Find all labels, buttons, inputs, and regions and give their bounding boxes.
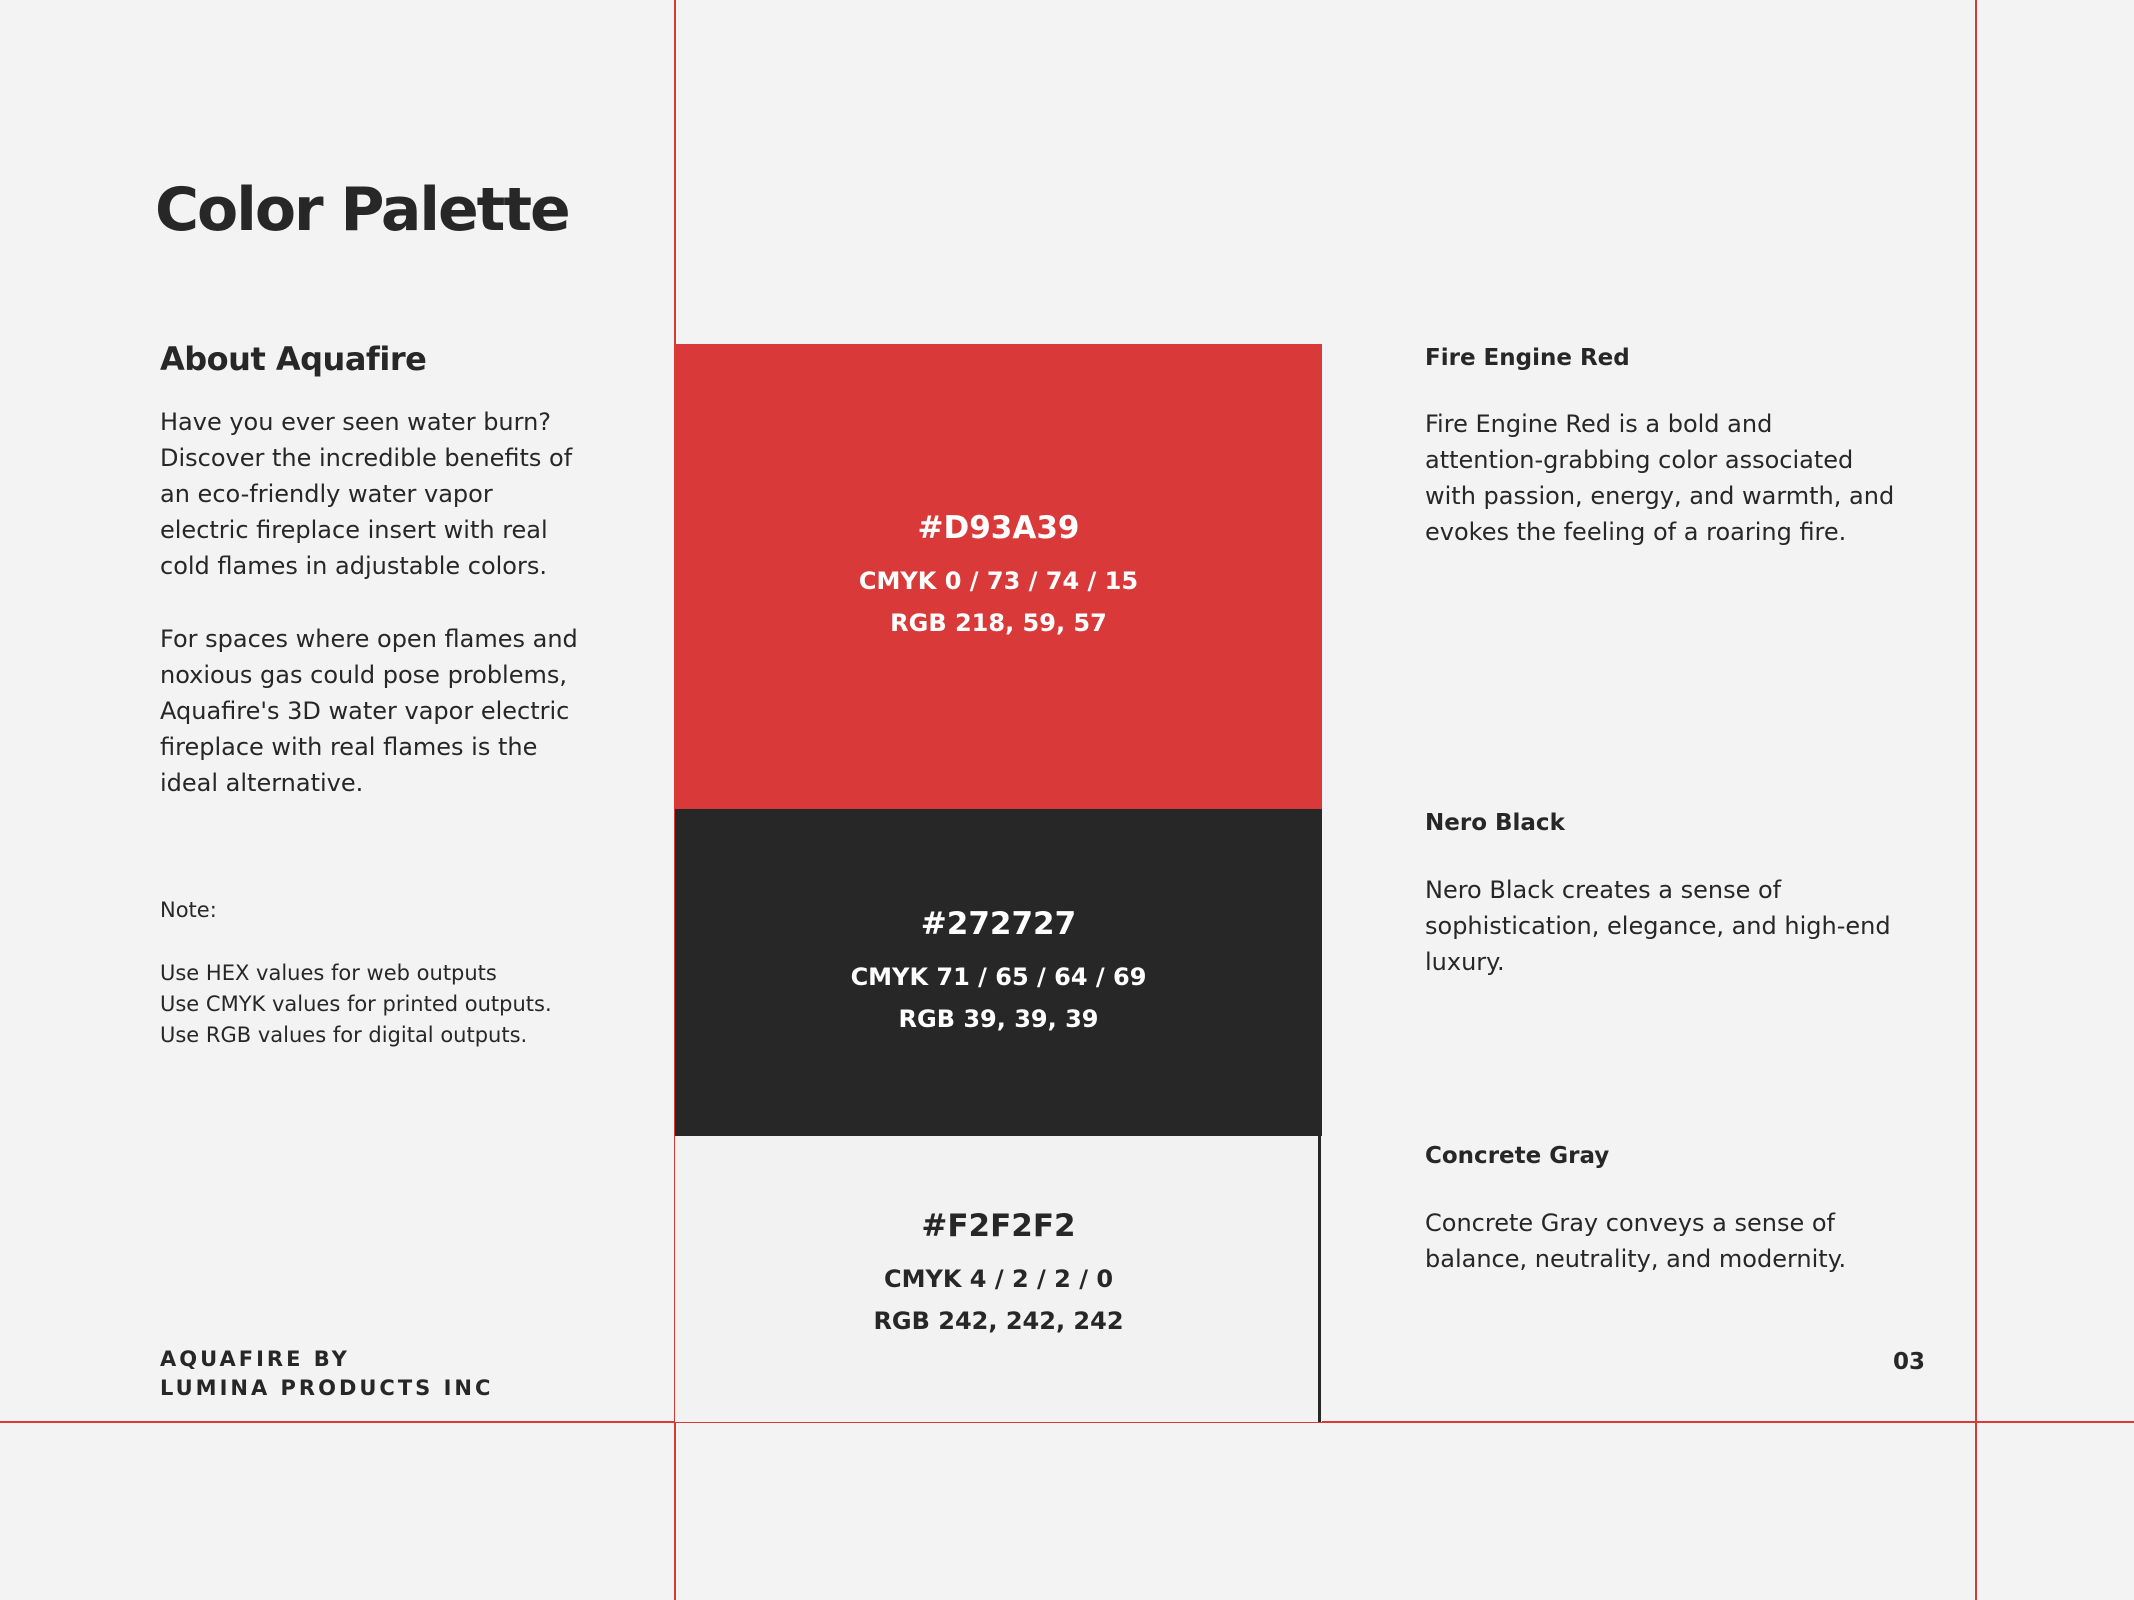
color-name-red: Fire Engine Red (1425, 345, 1630, 371)
note-item: Use CMYK values for printed outputs. (160, 992, 552, 1016)
swatch-hex: #272727 (920, 905, 1077, 942)
swatch-hex: #F2F2F2 (921, 1208, 1076, 1244)
color-desc-black: Nero Black creates a sense of sophistication, elegance, and high-end luxury. (1425, 876, 1891, 976)
about-paragraph-1: Have you ever seen water burn? Discover the incredible benefits of an eco-friendly water vapor electric fireplace insert with real cold flames in adjustable colors. (160, 408, 573, 580)
swatch-hex: #D93A39 (917, 509, 1080, 546)
note-item: Use RGB values for digital outputs. (160, 1023, 528, 1047)
swatch-gray (675, 1136, 1322, 1422)
color-desc-gray: Concrete Gray conveys a sense of balance, neutrality, and modernity. (1425, 1209, 1847, 1273)
page-title: Color Palette (155, 175, 569, 245)
color-name-black: Nero Black (1425, 810, 1565, 836)
brand-line-1: AQUAFIRE BY (160, 1347, 350, 1371)
swatch-cmyk: CMYK 71 / 65 / 64 / 69 (850, 962, 1147, 991)
about-paragraph-2: For spaces where open flames and noxious gas could pose problems, Aquafire's 3D water vapor electric fireplace with real flames is the ideal alternative. (160, 625, 578, 797)
swatch-rgb: RGB 39, 39, 39 (898, 1004, 1099, 1033)
note-item: Use HEX values for web outputs (160, 961, 497, 985)
brand-footer (160, 1345, 493, 1403)
swatch-red (675, 344, 1322, 809)
swatch-black (675, 809, 1322, 1136)
note-list (160, 958, 552, 1051)
color-desc-red: Fire Engine Red is a bold and attention-grabbing color associated with passion, energy, and warmth, and evokes the feeling of a roaring fire. (1425, 410, 1895, 546)
brand-line-2: LUMINA PRODUCTS INC (160, 1376, 494, 1400)
page-number: 03 (1893, 1349, 1926, 1375)
color-name-gray: Concrete Gray (1425, 1143, 1610, 1169)
swatch-cmyk: CMYK 4 / 2 / 2 / 0 (883, 1265, 1114, 1293)
swatch-rgb: RGB 218, 59, 57 (890, 608, 1107, 637)
note-label: Note: (160, 898, 217, 922)
about-heading: About Aquafire (160, 340, 427, 378)
swatch-cmyk: CMYK 0 / 73 / 74 / 15 (858, 566, 1139, 595)
guide-line-right (1975, 0, 1977, 1600)
swatch-rgb: RGB 242, 242, 242 (873, 1307, 1124, 1335)
swatch-gray-border (1318, 1136, 1321, 1422)
